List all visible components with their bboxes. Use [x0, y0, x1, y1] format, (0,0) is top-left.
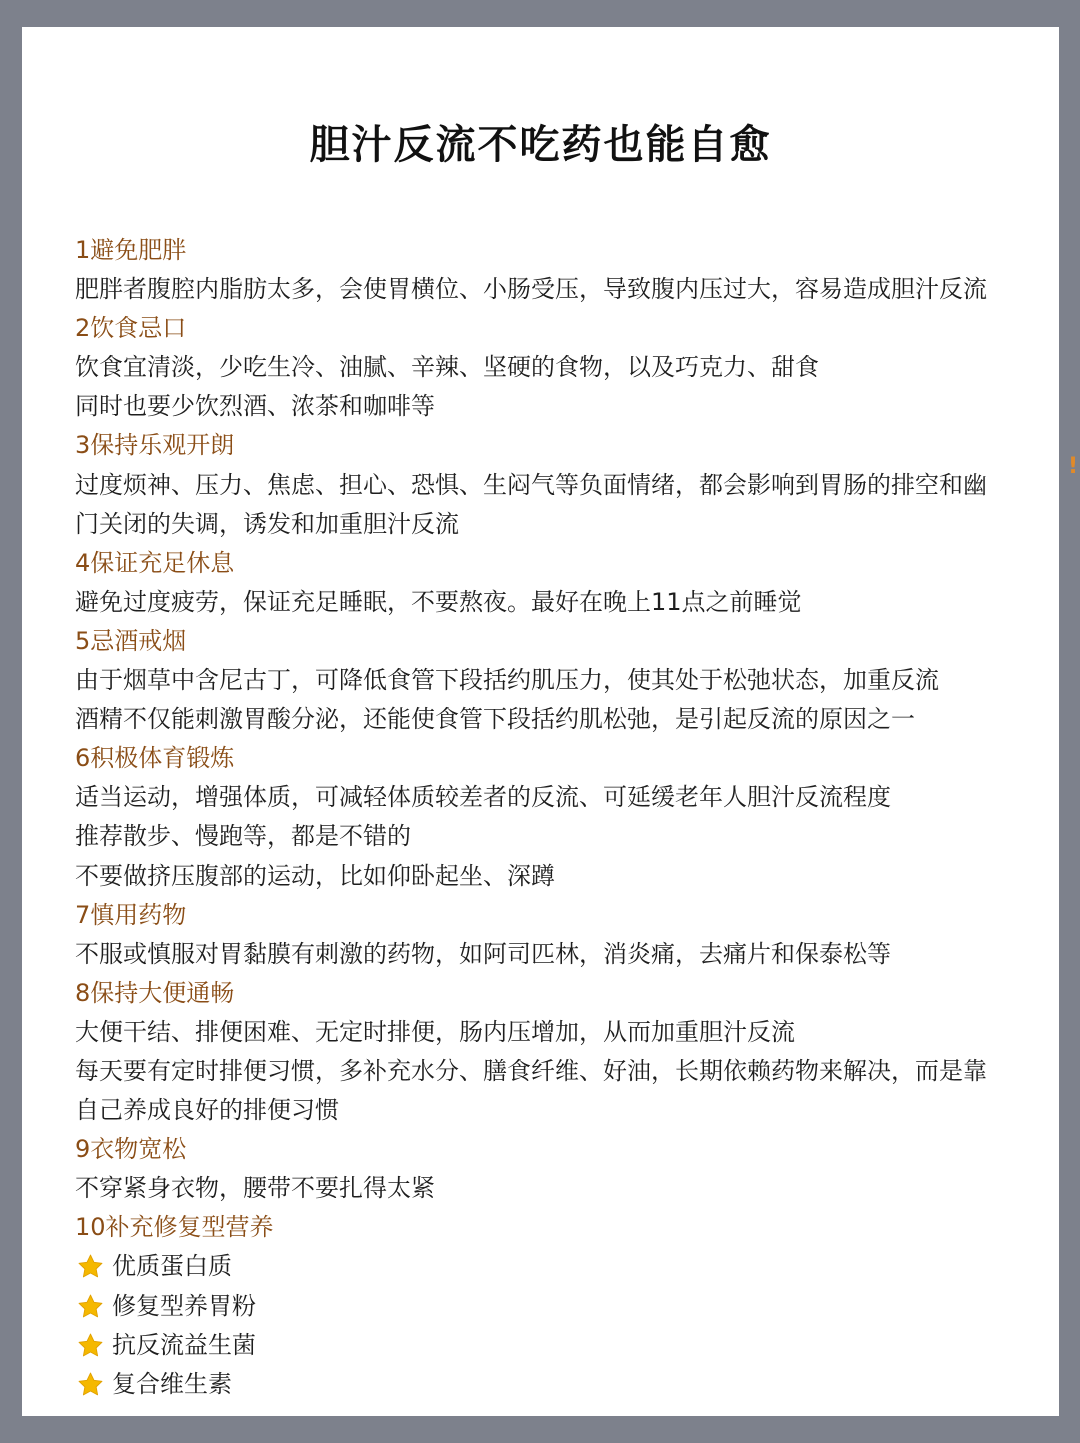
tip-heading: 5忌酒戒烟 — [75, 626, 187, 655]
tip-section — [75, 739, 1065, 895]
tip-heading: 7慎用药物 — [75, 900, 187, 929]
tip-heading: 8保持大便通畅 — [75, 978, 235, 1007]
tip-heading: 4保证充足休息 — [75, 548, 235, 577]
nutrition-item — [75, 1247, 1065, 1286]
tip-section — [75, 974, 1065, 1130]
tip-section — [75, 231, 1065, 309]
tip-text-line: 由于烟草中含尼古丁，可降低食管下段括约肌压力，使其处于松弛状态，加重反流 — [75, 666, 939, 695]
tip-heading: 6积极体育锻炼 — [75, 744, 235, 773]
star-icon — [77, 1253, 104, 1280]
tip-section — [75, 896, 1065, 974]
tip-text-line: 大便干结、排便困难、无定时排便，肠内压增加，从而加重胆汁反流 — [75, 1017, 795, 1046]
tip-text-line: 酒精不仅能刺激胃酸分泌，还能使食管下段括约肌松弛，是引起反流的原因之一 — [75, 705, 915, 734]
tip-text-line: 同时也要少饮烈酒、浓茶和咖啡等 — [75, 392, 435, 421]
tip-section — [75, 544, 1065, 622]
tip-text-line: 自己养成良好的排便习惯 — [75, 1096, 339, 1125]
tip-text-line: 每天要有定时排便习惯，多补充水分、膳食纤维、好油，长期依赖药物来解决，而是靠 — [75, 1056, 987, 1085]
nutrition-item-label: 优质蛋白质 — [112, 1252, 232, 1281]
nutrition-list — [75, 1247, 1065, 1403]
tip-heading: 10补充修复型营养 — [75, 1213, 274, 1242]
nutrition-item — [75, 1365, 1065, 1404]
tips-list — [75, 231, 1065, 1404]
nutrition-item — [75, 1326, 1065, 1365]
star-icon — [77, 1371, 104, 1398]
nutrition-item-label: 复合维生素 — [112, 1369, 232, 1398]
tip-text-line: 门关闭的失调，诱发和加重胆汁反流 — [75, 509, 459, 538]
tip-heading: 9衣物宽松 — [75, 1135, 187, 1164]
tip-heading: 1避免肥胖 — [75, 236, 187, 264]
tip-text-line: 推荐散步、慢跑等，都是不错的 — [75, 822, 411, 851]
tip-heading: 2饮食忌口 — [75, 314, 187, 343]
tip-text-line: 不服或慎服对胃黏膜有刺激的药物，如阿司匹林，消炎痛，去痛片和保泰松等 — [75, 939, 891, 968]
tip-section — [75, 1130, 1065, 1208]
page-title: 胆汁反流不吃药也能自愈 — [309, 122, 772, 168]
tip-text-line: 避免过度疲劳，保证充足睡眠，不要熬夜。最好在晚上11点之前睡觉 — [75, 587, 802, 616]
tip-section — [75, 622, 1065, 739]
tip-text-line: 过度烦神、压力、焦虑、担心、恐惧、生闷气等负面情绪，都会影响到胃肠的排空和幽 — [75, 470, 987, 499]
edge-mark: ! — [1067, 454, 1078, 479]
tip-section — [75, 309, 1065, 426]
tip-text-line: 肥胖者腹腔内脂肪太多，会使胃横位、小肠受压，导致腹内压过大，容易造成胆汁反流 — [75, 275, 987, 304]
content-card — [22, 27, 1059, 1416]
tip-section — [75, 426, 1065, 543]
star-icon — [77, 1332, 104, 1359]
tip-text-line: 适当运动，增强体质，可减轻体质较差者的反流、可延缓老年人胆汁反流程度 — [75, 783, 891, 812]
nutrition-item-label: 抗反流益生菌 — [112, 1330, 256, 1359]
tip-text-line: 不要做挤压腹部的运动，比如仰卧起坐、深蹲 — [75, 861, 555, 890]
tip-text-line: 饮食宜清淡，少吃生冷、油腻、辛辣、坚硬的食物，以及巧克力、甜食 — [75, 353, 819, 382]
nutrition-item — [75, 1287, 1065, 1326]
tip-section — [75, 1208, 1065, 1247]
nutrition-item-label: 修复型养胃粉 — [112, 1291, 256, 1320]
tip-heading: 3保持乐观开朗 — [75, 431, 235, 460]
star-icon — [77, 1293, 104, 1320]
tip-text-line: 不穿紧身衣物，腰带不要扎得太紧 — [75, 1174, 435, 1203]
